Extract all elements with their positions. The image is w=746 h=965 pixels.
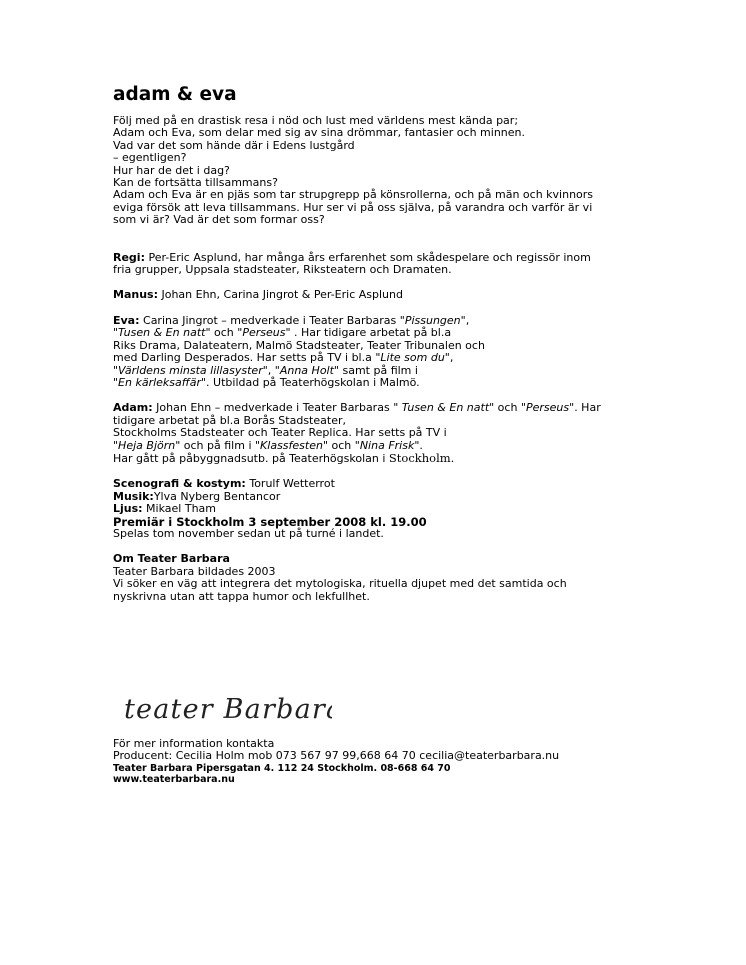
contact-intro: För mer information kontakta	[113, 737, 275, 750]
eva-text: Carina Jingrot – medverkade i Teater Barbaras	[139, 313, 400, 327]
about-heading: Om Teater Barbara	[113, 552, 230, 566]
intro-line: Adam och Eva är en pjäs som tar strupgrepp på könsrollerna, och på män och kvinnors	[113, 188, 594, 202]
adam-section	[113, 402, 633, 465]
adam-text: och på film i	[180, 438, 255, 452]
ljus-label: Ljus:	[113, 502, 143, 516]
intro-line: Kan de fortsätta tillsammans?	[113, 176, 278, 190]
manus-section	[113, 289, 633, 301]
about-section	[113, 553, 633, 603]
eva-credit: "Perseus"	[237, 326, 291, 340]
premiere-date: Premiär i Stockholm 3 september 2008 kl. 19.00	[113, 514, 427, 529]
intro-line: Vad var det som hände där i Edens lustgård	[113, 138, 355, 152]
adam-credit: "Perseus"	[520, 401, 575, 415]
eva-text: . Utbildad på Teaterhögskolan i Malmö.	[206, 375, 420, 389]
intro-paragraph	[113, 115, 633, 227]
adam-text: Johan Ehn – medverkade i Teater Barbaras	[152, 401, 394, 415]
about-text: nyskrivna utan att tappa humor och lekfullhet.	[113, 589, 370, 603]
eva-text: samt på film i	[338, 363, 418, 377]
eva-text: Riks Drama, Dalateatern, Malmö Stadsteater, Teater Tribunalen och	[113, 338, 485, 352]
eva-text: med Darling Desperados. Har setts på TV i bl.a	[113, 351, 376, 365]
adam-credit: "Heja Björn"	[113, 438, 181, 452]
adam-text: . Har	[574, 401, 601, 415]
musik-text: Ylva Nyberg Bentancor	[153, 489, 281, 503]
adam-credit: "Nina Frisk"	[354, 438, 420, 452]
eva-credit: "En kärleksaffär"	[113, 375, 207, 389]
intro-line: som vi är? Vad är det som formar oss?	[113, 213, 325, 227]
ljus-text: Mikael Tham	[142, 502, 216, 516]
logo-text: teater Barbara.	[124, 694, 332, 725]
regi-text: fria grupper, Uppsala stadsteater, Riksteatern och Dramaten.	[113, 263, 452, 277]
producer-contact[interactable]: Producent: Cecilia Holm mob 073 567 97 99,668 64 70 cecilia@teaterbarbara.nu	[113, 749, 560, 763]
intro-line: Hur har de det i dag?	[113, 163, 230, 177]
eva-credit: "Tusen & En natt"	[113, 326, 211, 340]
teater-barbara-logo	[122, 688, 332, 733]
eva-text: ,	[267, 363, 275, 377]
address: Teater Barbara Pipersgatan 4. 112 24 Stockholm. 08-668 64 70	[113, 762, 451, 774]
regi-section	[113, 252, 633, 277]
intro-line: – egentligen?	[113, 151, 187, 165]
eva-credit: "Världens minsta lillasyster"	[113, 363, 268, 377]
about-text: Teater Barbara bildades 2003	[113, 564, 276, 578]
eva-text: . Har tidigare arbetat på bl.a	[290, 326, 452, 340]
eva-credit: "Pissungen"	[399, 313, 466, 327]
eva-credit: "Anna Holt"	[274, 363, 339, 377]
intro-line: eviga försök att leva tillsammans. Hur ser vi på oss själva, på varandra och varför är vi	[113, 200, 593, 214]
regi-label: Regi:	[113, 250, 145, 264]
website-link[interactable]: www.teaterbarbara.nu	[113, 773, 235, 785]
adam-text: och	[494, 401, 521, 415]
adam-credit: " Tusen & En natt"	[393, 401, 495, 415]
adam-text: Stockholms Stadsteater och Teater Replica. Har setts på TV i	[113, 426, 447, 440]
page-title: adam & eva	[113, 84, 237, 105]
adam-label: Adam:	[113, 401, 153, 415]
manus-text: Johan Ehn, Carina Jingrot & Per-Eric Asplund	[157, 288, 403, 302]
scenografi-text: Torulf Wetterrot	[245, 477, 335, 491]
eva-text: och	[210, 326, 238, 340]
credits-section	[113, 478, 633, 540]
eva-section	[113, 315, 633, 389]
adam-text: Stockholm.	[388, 450, 455, 465]
press-release	[113, 84, 633, 603]
eva-text: ,	[465, 313, 470, 327]
eva-label: Eva:	[113, 313, 140, 327]
manus-label: Manus:	[113, 288, 158, 302]
musik-label: Musik:	[113, 489, 154, 503]
intro-line: Följ med på en drastisk resa i nöd och lust med världens mest kända par;	[113, 114, 519, 127]
contact-footer	[113, 738, 633, 785]
logo-svg	[122, 688, 332, 728]
adam-text: tidigare arbetat på bl.a Borås Stadsteater,	[113, 413, 346, 427]
adam-text: Har gått på påbyggnadsutb. på Teaterhögskolan i	[113, 451, 389, 465]
regi-text: Per-Eric Asplund, har många års erfarenhet som skådespelare och regissör inom	[144, 250, 591, 264]
scenografi-label: Scenografi & kostym:	[113, 477, 246, 491]
adam-text: och	[328, 438, 355, 452]
adam-text: .	[419, 438, 423, 452]
eva-text: ,	[449, 351, 454, 365]
about-text: Vi söker en väg att integrera det mytologiska, rituella djupet med det samtida och	[113, 577, 567, 591]
tour-info: Spelas tom november sedan ut på turné i landet.	[113, 526, 384, 540]
adam-credit: "Klassfesten"	[255, 438, 329, 452]
eva-credit: "Lite som du"	[375, 351, 450, 365]
intro-line: Adam och Eva, som delar med sig av sina drömmar, fantasier och minnen.	[113, 126, 526, 140]
